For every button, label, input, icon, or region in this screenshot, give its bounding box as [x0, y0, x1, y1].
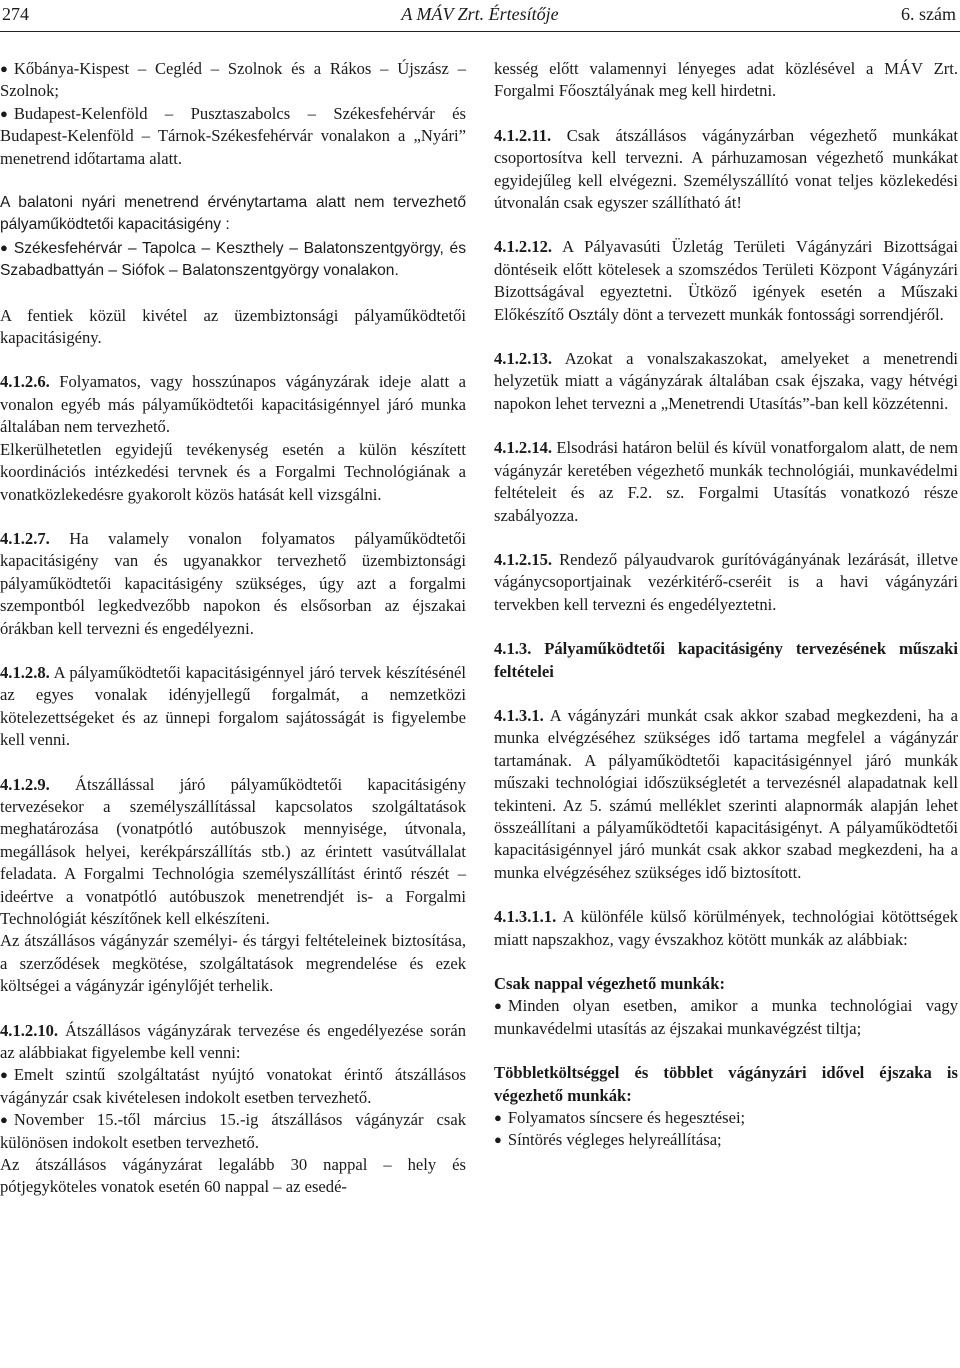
section-4-1-2-11: 4.1.2.11. Csak átszállásos vágányzárban végezhető munkákat csoportosítva kell tervezni. A párhuzamosan végezhető munkákat egyidejűleg kell elvégezni. Személyszállító vonat teljes közlekedési útvonalán csak egyszer szállítható át! [494, 125, 958, 213]
section-4-1-2-8: 4.1.2.8. A pályaműködtetői kapacitásigénnyel járó tervek készítésénél az egyes vonalak idényjellegű forgalmát, a nemzetközi kötelezettségeket és az ünnepi forgalom sajátosságát is figyelembe kell venni. [0, 662, 466, 750]
section-number: 4.1.3.1.1. [494, 907, 557, 927]
bullet-item: ● November 15.-től március 15.-ig átszállásos vágányzár csak különösen indokolt esetben tervezhető. [0, 1110, 466, 1152]
bullet-item: ● Budapest-Kelenföld – Pusztaszabolcs – Székesfehérvár és Budapest-Kelenföld – Tárnok-Székesfehérvár vonalakon a „Nyári” menetrend időtartama alatt. [0, 103, 466, 168]
bullet-item: ● Síntörés végleges helyreállítása; [494, 1129, 958, 1151]
issue-number: 6. szám [901, 4, 956, 24]
subheading-day-only: Csak nappal végezhető munkák: [494, 974, 725, 993]
section-number: 4.1.2.14. [494, 438, 553, 458]
bullet-item: ● Minden olyan esetben, amikor a munka technológiai vagy munkavédelmi utasítás az éjszakai munkavégzést tiltja; [494, 996, 958, 1038]
right-column [494, 58, 958, 1152]
left-column [0, 58, 466, 1199]
page-header [0, 0, 960, 30]
section-4-1-2-10: 4.1.2.10. Átszállásos vágányzárak tervezése és engedélyezése során az alábbiakat figyelembe kell venni: [0, 1020, 466, 1063]
section-4-1-2-12: 4.1.2.12. A Pályavasúti Üzletág Területi Vágányzári Bizottságai döntéseik előtt kötelesek a szomszédos Területi Központ Vágányzári Bizottságával egyeztetni. Ütköző igények esetén a Műszaki Előkészítő Osztály dönt a tervezett munkák fontossági sorrendjéről. [494, 237, 959, 324]
section-number: 4.1.2.6. [0, 372, 50, 392]
bullet-item: ● Kőbánya-Kispest – Cegléd – Szolnok és a Rákos – Újszász – Szolnok; [0, 59, 466, 101]
paragraph: Az átszállásos vágányzár személyi- és tárgyi feltételeinek biztosítása, a szerződések megkötése, szolgáltatások megrendelése és ezek költségei a vágányzár igénylőjét terhelik. [0, 931, 466, 996]
page-number: 274 [2, 4, 29, 24]
bullet-item: ● Emelt szintű szolgáltatást nyújtó vonatokat érintő átszállásos vágányzár csak kivételesen indokolt esetben tervezhető. [0, 1065, 466, 1107]
paragraph: Elkerülhetetlen egyidejű tevékenység esetén a külön készített koordinációs intézkedési tervnek és a Forgalmi Technológiának a vonatközlekedésre gyakorolt közös hatását kell vizsgálni. [0, 439, 466, 504]
section-4-1-2-9: 4.1.2.9. Átszállással járó pályaműködtetői kapacitásigény tervezésekor a személyszállítással kapcsolatos szolgáltatások meghatározása (vonatpótló autóbuszok mennyisége, útvonala, megállások helyei, kerékpárszállítás stb.) az érintett vasútvállalat feladata. A Forgalmi Technológia személyszállítást érintő részét –ideértve a vonatpótló autóbuszok menetrendjét is- a Forgalmi Technológiát készítőnek kell elkészíteni. [0, 774, 466, 928]
bullet-icon: ● [0, 239, 8, 255]
section-number: 4.1.2.9. [0, 774, 50, 794]
bullet-icon: ● [0, 1112, 8, 1128]
bullet-icon: ● [0, 1067, 8, 1083]
section-number: 4.1.2.10. [0, 1020, 59, 1040]
subheading-night-extra-cost: Többletköltséggel és többlet vágányzári idővel éjszaka is végezhető munkák: [494, 1063, 958, 1105]
paragraph: Az átszállásos vágányzárat legalább 30 nappal – hely és pótjegyköteles vonatok esetén 60 nappal – az esedé- [0, 1155, 466, 1197]
section-4-1-2-7: 4.1.2.7. Ha valamely vonalon folyamatos pályaműködtetői kapacitásigény van és ugyanakkor tervezhető üzembiztonsági pályaműködtetői kapacitásigény szükséges, úgy azt a forgalmi szempontból legkedvezőbb napokon és elsősorban az éjszakai órákban kell tervezni és engedélyezni. [0, 528, 466, 638]
section-number: 4.1.2.11. [494, 125, 552, 145]
section-heading-4-1-3: 4.1.3. Pályaműködtetői kapacitásigény tervezésének műszaki feltételei [494, 639, 958, 681]
paragraph: A fentiek közül kivétel az üzembiztonsági pályaműködtetői kapacitásigény. [0, 305, 466, 348]
section-number: 4.1.2.13. [494, 349, 553, 369]
section-4-1-3-1-1: 4.1.3.1.1. A különféle külső körülmények, technológiai kötöttségek miatt napszakhoz, vagy évszakhoz kötött munkák az alábbiak: [494, 907, 958, 949]
bullet-item: ● Székesfehérvár – Tapolca – Keszthely – Balatonszentgyörgy, és Szabadbattyán – Siófok – Balatonszentgyörgy vonalakon. [0, 237, 466, 283]
section-4-1-2-15: 4.1.2.15. Rendező pályaudvarok gurítóvágányának lezárását, illetve vágánycsoportjainak vezérkitérő-cseréit is a havi vágányzári tervekben kell tervezni és engedélyeztetni. [494, 549, 959, 614]
bullet-icon: ● [494, 1110, 502, 1126]
journal-title: A MÁV Zrt. Értesítője [401, 4, 559, 24]
section-number: 4.1.3. [494, 639, 532, 659]
section-number: 4.1.2.7. [0, 528, 50, 548]
section-number: 4.1.2.15. [494, 549, 553, 569]
paragraph: A balatoni nyári menetrend érvénytartama alatt nem tervezhető pályaműködtetői kapacitásigény : [0, 194, 466, 234]
section-4-1-3-1: 4.1.3.1. A vágányzári munkát csak akkor szabad megkezdeni, ha a munka elvégzéséhez szükséges idő tartama megfelel a vágányzár tartamának. A pályaműködtetői kapacitásigénnyel járó munkák műszaki technológiai időszükségletét a tervezésnél alapadatnak kell tekinteni. Az 5. számú melléklet szerinti alapnormák alapján lehet összeállítani a pályaműködtetői kapacitásigényt. A pályaműködtetői kapacitásigénnyel járó munkát csak akkor szabad megkezdeni, ha a munka elvégzéséhez szükséges idő biztosított. [494, 705, 958, 882]
paragraph: kesség előtt valamennyi lényeges adat közlésével a MÁV Zrt. Forgalmi Főosztályának meg kell hirdetni. [494, 59, 958, 101]
bullet-icon: ● [0, 105, 8, 121]
section-4-1-2-14: 4.1.2.14. Elsodrási határon belül és kívül vonatforgalom alatt, de nem vágányzár keretében végezhető munkák technológiái, munkavédelmi feltételeit és az F.2. sz. Forgalmi Utasítás vonatkozó része szabályozza. [494, 438, 958, 525]
bullet-icon: ● [0, 61, 8, 76]
section-number: 4.1.2.12. [494, 237, 553, 257]
section-4-1-2-13: 4.1.2.13. Azokat a vonalszakaszokat, amelyeket a menetrendi helyzetük miatt a vágányzárak általában csak éjszaka, vagy hétvégi napokon lehet tervezni a „Menetrendi Utasítás”-ban kell közzétenni. [494, 349, 959, 413]
section-number: 4.1.3.1. [494, 705, 544, 725]
bullet-icon: ● [494, 1132, 502, 1148]
header-rule [0, 31, 960, 32]
bullet-icon: ● [494, 998, 502, 1014]
bullet-item: ● Folyamatos síncsere és hegesztései; [494, 1107, 958, 1129]
section-number: 4.1.2.8. [0, 662, 50, 682]
section-4-1-2-6: 4.1.2.6. Folyamatos, vagy hosszúnapos vágányzárak ideje alatt a vonalon egyéb más pályaműködtetői kapacitásigénnyel járó munka általában nem tervezhető. [0, 372, 466, 437]
